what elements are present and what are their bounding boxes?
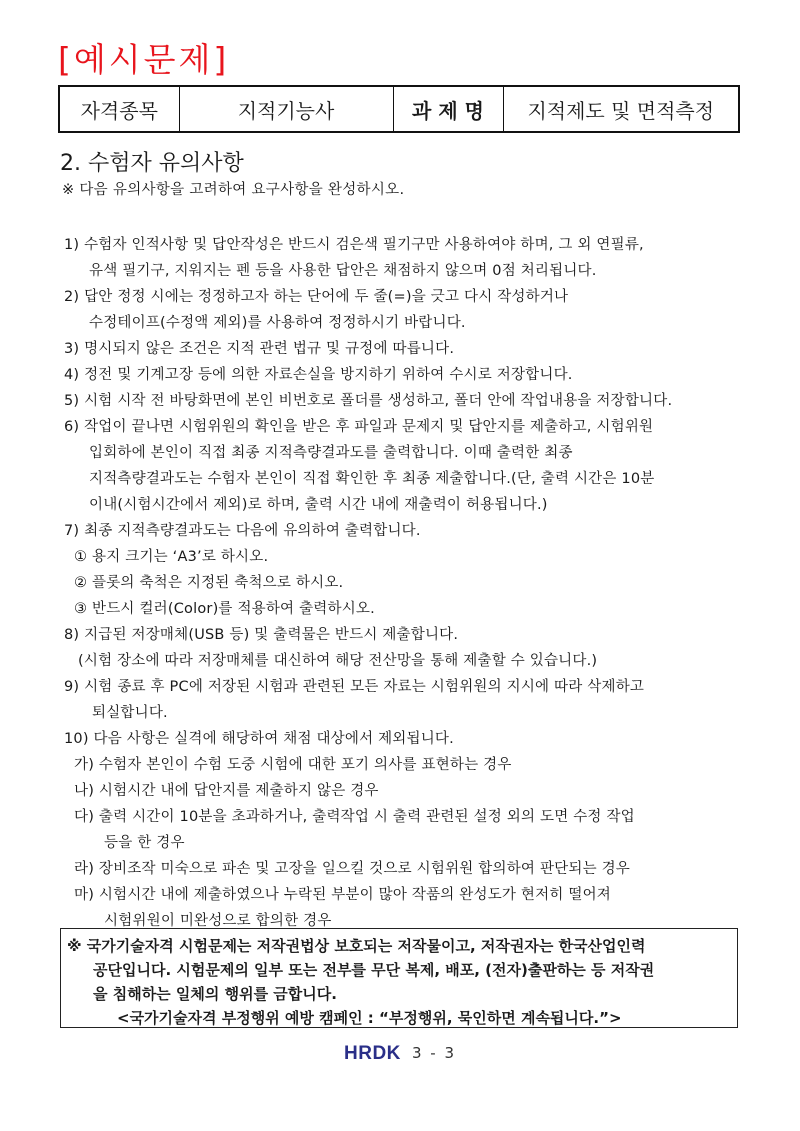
- qualification-value: 지적기능사: [179, 86, 393, 132]
- note-line: (시험 장소에 따라 저장매체를 대신하여 해당 전산망을 통해 제출할 수 있습니다.): [78, 653, 598, 669]
- copyright-line: ※ 국가기술자격 시험문제는 저작권법상 보호되는 저작물이고, 저작권자는 한국산업인력: [67, 937, 646, 955]
- copyright-line: 을 침해하는 일체의 행위를 금합니다.: [93, 985, 337, 1003]
- note-line: 지적측량결과도는 수험자 본인이 직접 확인한 후 최종 제출합니다.(단, 출력 시간은 10분: [89, 471, 655, 487]
- note-line: 6) 작업이 끝나면 시험위원의 확인을 받은 후 파일과 문제지 및 답안지를 제출하고, 시험위원: [64, 419, 654, 435]
- task-label: 과 제 명: [393, 86, 503, 132]
- page-footer: [0, 1043, 800, 1069]
- note-line: 수정테이프(수정액 제외)를 사용하여 정정하시기 바랍니다.: [89, 315, 466, 331]
- copyright-line: 공단입니다. 시험문제의 일부 또는 전부를 무단 복제, 배포, (전자)출판하는 등 저작권: [93, 961, 655, 979]
- note-line: 다) 출력 시간이 10분을 초과하거나, 출력작업 시 출력 관련된 설정 외의 도면 수정 작업: [74, 809, 635, 825]
- note-line: 등을 한 경우: [104, 835, 185, 851]
- note-line: 시험위원이 미완성으로 합의한 경우: [104, 913, 332, 929]
- note-line: 마) 시험시간 내에 제출하였으나 누락된 부분이 많아 작품의 완성도가 현저히 떨어져: [74, 887, 611, 903]
- note-line: ③ 반드시 컬러(Color)를 적용하여 출력하시오.: [74, 601, 375, 617]
- copyright-notice: [60, 928, 738, 1028]
- note-line: 이내(시험시간에서 제외)로 하며, 출력 시간 내에 재출력이 허용됩니다.): [89, 497, 548, 513]
- note-line: 7) 최종 지적측량결과도는 다음에 유의하여 출력합니다.: [64, 523, 421, 539]
- section-title: 2. 수험자 유의사항: [60, 151, 244, 176]
- note-line: ② 플롯의 축척은 지정된 축척으로 하시오.: [74, 575, 344, 591]
- note-line: 퇴실합니다.: [92, 705, 168, 721]
- note-line: 라) 장비조작 미숙으로 파손 및 고장을 일으킬 것으로 시험위원 합의하여 판단되는 경우: [74, 861, 630, 877]
- note-line: 유색 필기구, 지워지는 펜 등을 사용한 답안은 채점하지 않으며 0점 처리됩니다.: [89, 263, 597, 279]
- note-line: 10) 다음 사항은 실격에 해당하여 채점 대상에서 제외됩니다.: [64, 731, 454, 747]
- note-line: 3) 명시되지 않은 조건은 지적 관련 법규 및 규정에 따릅니다.: [64, 341, 455, 357]
- note-line: 9) 시험 종료 후 PC에 저장된 시험과 관련된 모든 자료는 시험위원의 지시에 따라 삭제하고: [64, 679, 645, 695]
- note-line: 1) 수험자 인적사항 및 답안작성은 반드시 검은색 필기구만 사용하여야 하며, 그 외 연필류,: [64, 237, 644, 253]
- note-line: 입회하에 본인이 직접 최종 지적측량결과도를 출력합니다. 이때 출력한 최종: [89, 445, 573, 461]
- hrdk-logo: HRDK: [344, 1043, 401, 1064]
- page-number: 3 - 3: [412, 1044, 457, 1062]
- note-line: 가) 수험자 본인이 수험 도중 시험에 대한 포기 의사를 표현하는 경우: [74, 757, 512, 773]
- intro-text: ※ 다음 유의사항을 고려하여 요구사항을 완성하시오.: [62, 182, 405, 198]
- note-line: 4) 정전 및 기계고장 등에 의한 자료손실을 방지하기 위하여 수시로 저장합니다.: [64, 367, 573, 383]
- page-label: [예시문제]: [58, 40, 230, 79]
- note-line: ① 용지 크기는 ‘A3’로 하시오.: [74, 549, 269, 565]
- note-line: 2) 답안 정정 시에는 정정하고자 하는 단어에 두 줄(=)을 긋고 다시 작성하거나: [64, 289, 569, 305]
- task-value: 지적제도 및 면적측정: [503, 86, 739, 132]
- qualification-label: 자격종목: [59, 86, 179, 132]
- info-table: [58, 85, 740, 133]
- note-line: 5) 시험 시작 전 바탕화면에 본인 비번호로 폴더를 생성하고, 폴더 안에 작업내용을 저장합니다.: [64, 393, 673, 409]
- campaign-line: <국가기술자격 부정행위 예방 캠페인 : “부정행위, 묵인하면 계속됩니다.”>: [117, 1009, 622, 1027]
- note-line: 나) 시험시간 내에 답안지를 제출하지 않은 경우: [74, 783, 379, 799]
- note-line: 8) 지급된 저장매체(USB 등) 및 출력물은 반드시 제출합니다.: [64, 627, 459, 643]
